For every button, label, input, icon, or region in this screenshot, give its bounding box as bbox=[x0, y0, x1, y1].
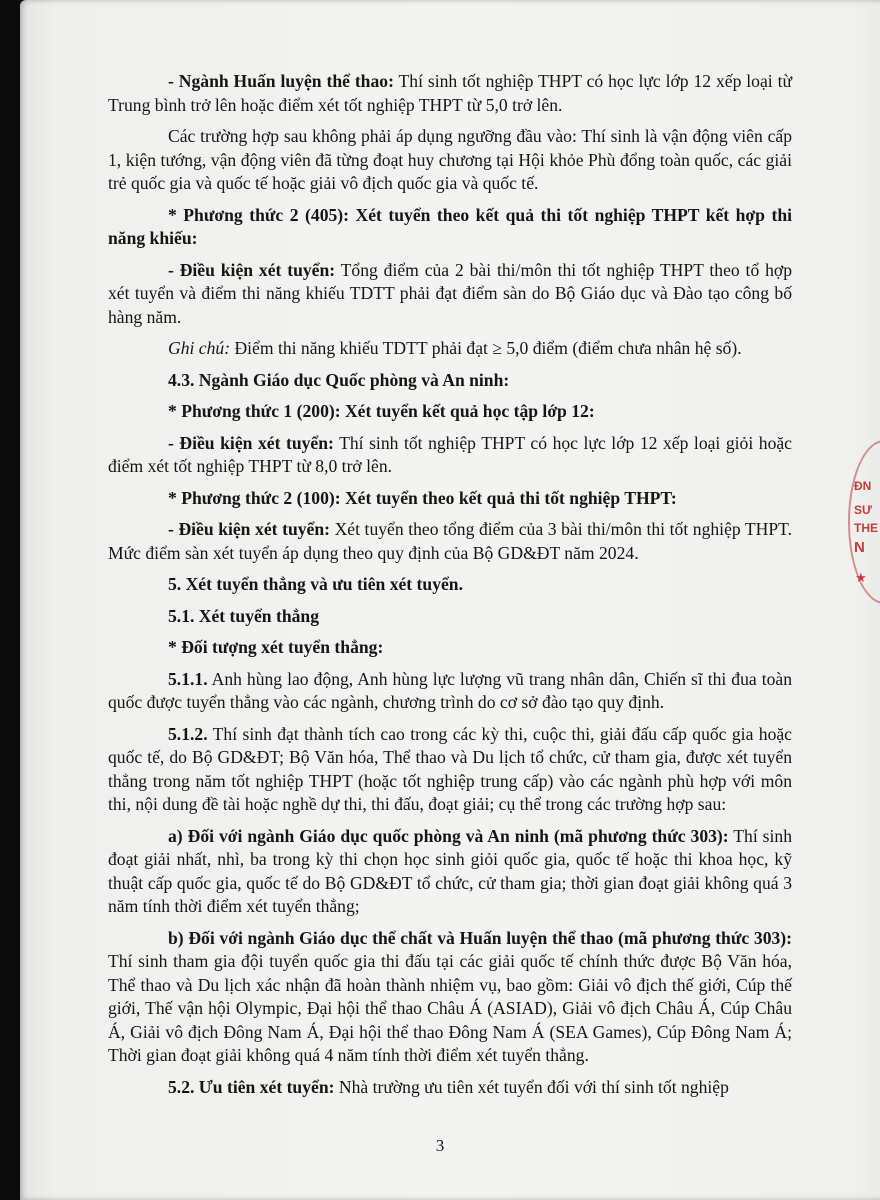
paragraph bbox=[108, 432, 792, 479]
para-text: Thí sinh tốt nghiệp THPT có học lực lớp 12 xếp loại giỏi hoặc điểm xét tốt nghiệp THPT từ 8,0 trở lên. bbox=[108, 432, 792, 476]
para-bold-lead: * Phương thức 2 (405): Xét tuyển theo kết quả thi tốt nghiệp THPT kết hợp thi năng khiếu: bbox=[108, 204, 792, 248]
page-number: 3 bbox=[435, 1136, 445, 1155]
section-heading bbox=[108, 369, 792, 393]
section-heading bbox=[108, 605, 792, 629]
paragraph bbox=[108, 518, 792, 565]
para-bold-lead: 5. Xét tuyển thẳng và ưu tiên xét tuyển. bbox=[168, 574, 463, 594]
paragraph bbox=[108, 259, 792, 330]
red-seal-stamp bbox=[846, 440, 880, 600]
para-text: Xét tuyển theo tổng điểm của 3 bài thi/môn thi tốt nghiệp THPT. Mức điểm sàn xét tuyển áp dụng theo quy định của Bộ GD&ĐT năm 2024. bbox=[108, 519, 793, 563]
document-body bbox=[108, 70, 792, 1099]
para-text: Nhà trường ưu tiên xét tuyển đối với thí sinh tốt nghiệp bbox=[334, 1076, 729, 1097]
paragraph bbox=[108, 668, 792, 715]
paragraph bbox=[108, 1076, 792, 1100]
seal-text: THE bbox=[854, 521, 878, 535]
seal-text: SƯ bbox=[854, 503, 872, 517]
para-bold-lead: * Đối tượng xét tuyển thẳng: bbox=[168, 637, 384, 657]
paragraph bbox=[108, 125, 792, 196]
para-text: Điểm thi năng khiếu TDTT phải đạt ≥ 5,0 điểm (điểm chưa nhân hệ số). bbox=[230, 338, 742, 358]
para-text: Các trường hợp sau không phải áp dụng ngưỡng đầu vào: Thí sinh là vận động viên cấp 1, kiện tướng, vận động viên đã từng đoạt huy chương tại Hội khỏe Phù đổng toàn quốc, các giải trẻ quốc gia và quốc tế hoặc giải vô địch quốc gia và quốc tế. bbox=[108, 126, 792, 193]
para-bold-lead: a) Đối với ngành Giáo dục quốc phòng và An ninh (mã phương thức 303): bbox=[168, 825, 729, 846]
seal-text: N bbox=[854, 539, 865, 556]
note-label: Ghi chú: bbox=[168, 338, 231, 358]
para-bold-lead: 5.2. Ưu tiên xét tuyển: bbox=[168, 1076, 335, 1097]
para-bold-lead: 4.3. Ngành Giáo dục Quốc phòng và An ninh: bbox=[168, 369, 510, 390]
section-heading bbox=[108, 636, 792, 660]
para-bold-lead: - Điều kiện xét tuyển: bbox=[168, 259, 336, 280]
para-bold-lead: b) Đối với ngành Giáo dục thể chất và Huấn luyện thể thao (mã phương thức 303): bbox=[168, 927, 792, 948]
method-heading bbox=[108, 204, 792, 251]
section-heading bbox=[108, 573, 792, 597]
para-bold-lead: - Điều kiện xét tuyển: bbox=[168, 432, 334, 453]
para-bold-lead: 5.1. Xét tuyển thẳng bbox=[168, 605, 320, 626]
para-text: Thí sinh đoạt giải nhất, nhì, ba trong kỳ thi chọn học sinh giỏi quốc gia, quốc tế hoặc thi khoa học, kỹ thuật cấp quốc gia, quốc tế do Bộ GD&ĐT tổ chức, cử tham gia; thời gian đoạt giải không quá 3 năm tính thời điểm xét tuyển thẳng; bbox=[108, 825, 793, 916]
para-bold-lead: - Ngành Huấn luyện thể thao: bbox=[168, 71, 394, 91]
para-text: Thí sinh tốt nghiệp THPT có học lực lớp 12 xếp loại từ Trung bình trở lên hoặc điểm xét tốt nghiệp THPT từ 5,0 trở lên. bbox=[108, 71, 792, 115]
para-bold-lead: 5.1.1. bbox=[168, 668, 208, 689]
para-text: Anh hùng lao động, Anh hùng lực lượng vũ trang nhân dân, Chiến sĩ thi đua toàn quốc được tuyển thẳng vào các ngành, chương trình do cơ sở đào tạo quy định. bbox=[108, 668, 792, 712]
method-heading bbox=[108, 487, 792, 511]
star-icon: ★ bbox=[855, 570, 867, 585]
paragraph bbox=[108, 723, 792, 817]
para-text: Tổng điểm của 2 bài thi/môn thi tốt nghiệp THPT theo tổ hợp xét tuyển và điểm thi năng khiếu TDTT phải đạt điểm sàn do Bộ Giáo dục và Đào tạo công bố hàng năm. bbox=[108, 259, 792, 327]
para-text: Thí sinh đạt thành tích cao trong các kỳ thi, cuộc thi, giải đấu cấp quốc gia hoặc quốc tế, do Bộ GD&ĐT; Bộ Văn hóa, Thể thao và Du lịch tổ chức, cử tham gia, được xét tuyển thẳng trong năm tốt nghiệp THPT (hoặc tốt nghiệp trung cấp) vào các ngành phù hợp với môn thi, nội dung đề tài hoặc nghề dự thi, thi đấu, đoạt giải; cụ thể trong các trường hợp sau: bbox=[108, 723, 792, 814]
para-text: Thí sinh tham gia đội tuyển quốc gia thi đấu tại các giải quốc tế chính thức được Bộ Văn hóa, Thể thao và Du lịch xác nhận đã hoàn thành nhiệm vụ, bao gồm: Giải vô địch thế giới, Cúp thế giới, Thế vận hội Olympic, Đại hội thể thao Châu Á (ASIAD), Giải vô địch Châu Á, Cúp Châu Á, Giải vô địch Đông Nam Á, Đại hội thể thao Đông Nam Á (SEA Games), Cúp Đông Nam Á; Thời gian đoạt giải không quá 4 năm tính thời điểm xét tuyển thẳng. bbox=[108, 951, 792, 1065]
seal-text: ĐN bbox=[854, 479, 872, 493]
para-bold-lead: 5.1.2. bbox=[168, 723, 208, 744]
para-bold-lead: - Điều kiện xét tuyển: bbox=[168, 519, 330, 539]
method-heading bbox=[108, 400, 792, 424]
paragraph bbox=[108, 70, 792, 117]
para-bold-lead: * Phương thức 1 (200): Xét tuyển kết quả học tập lớp 12: bbox=[168, 401, 595, 421]
paragraph bbox=[108, 927, 792, 1068]
note-paragraph bbox=[108, 337, 792, 361]
paragraph bbox=[108, 825, 792, 919]
para-bold-lead: * Phương thức 2 (100): Xét tuyển theo kết quả thi tốt nghiệp THPT: bbox=[168, 487, 677, 508]
